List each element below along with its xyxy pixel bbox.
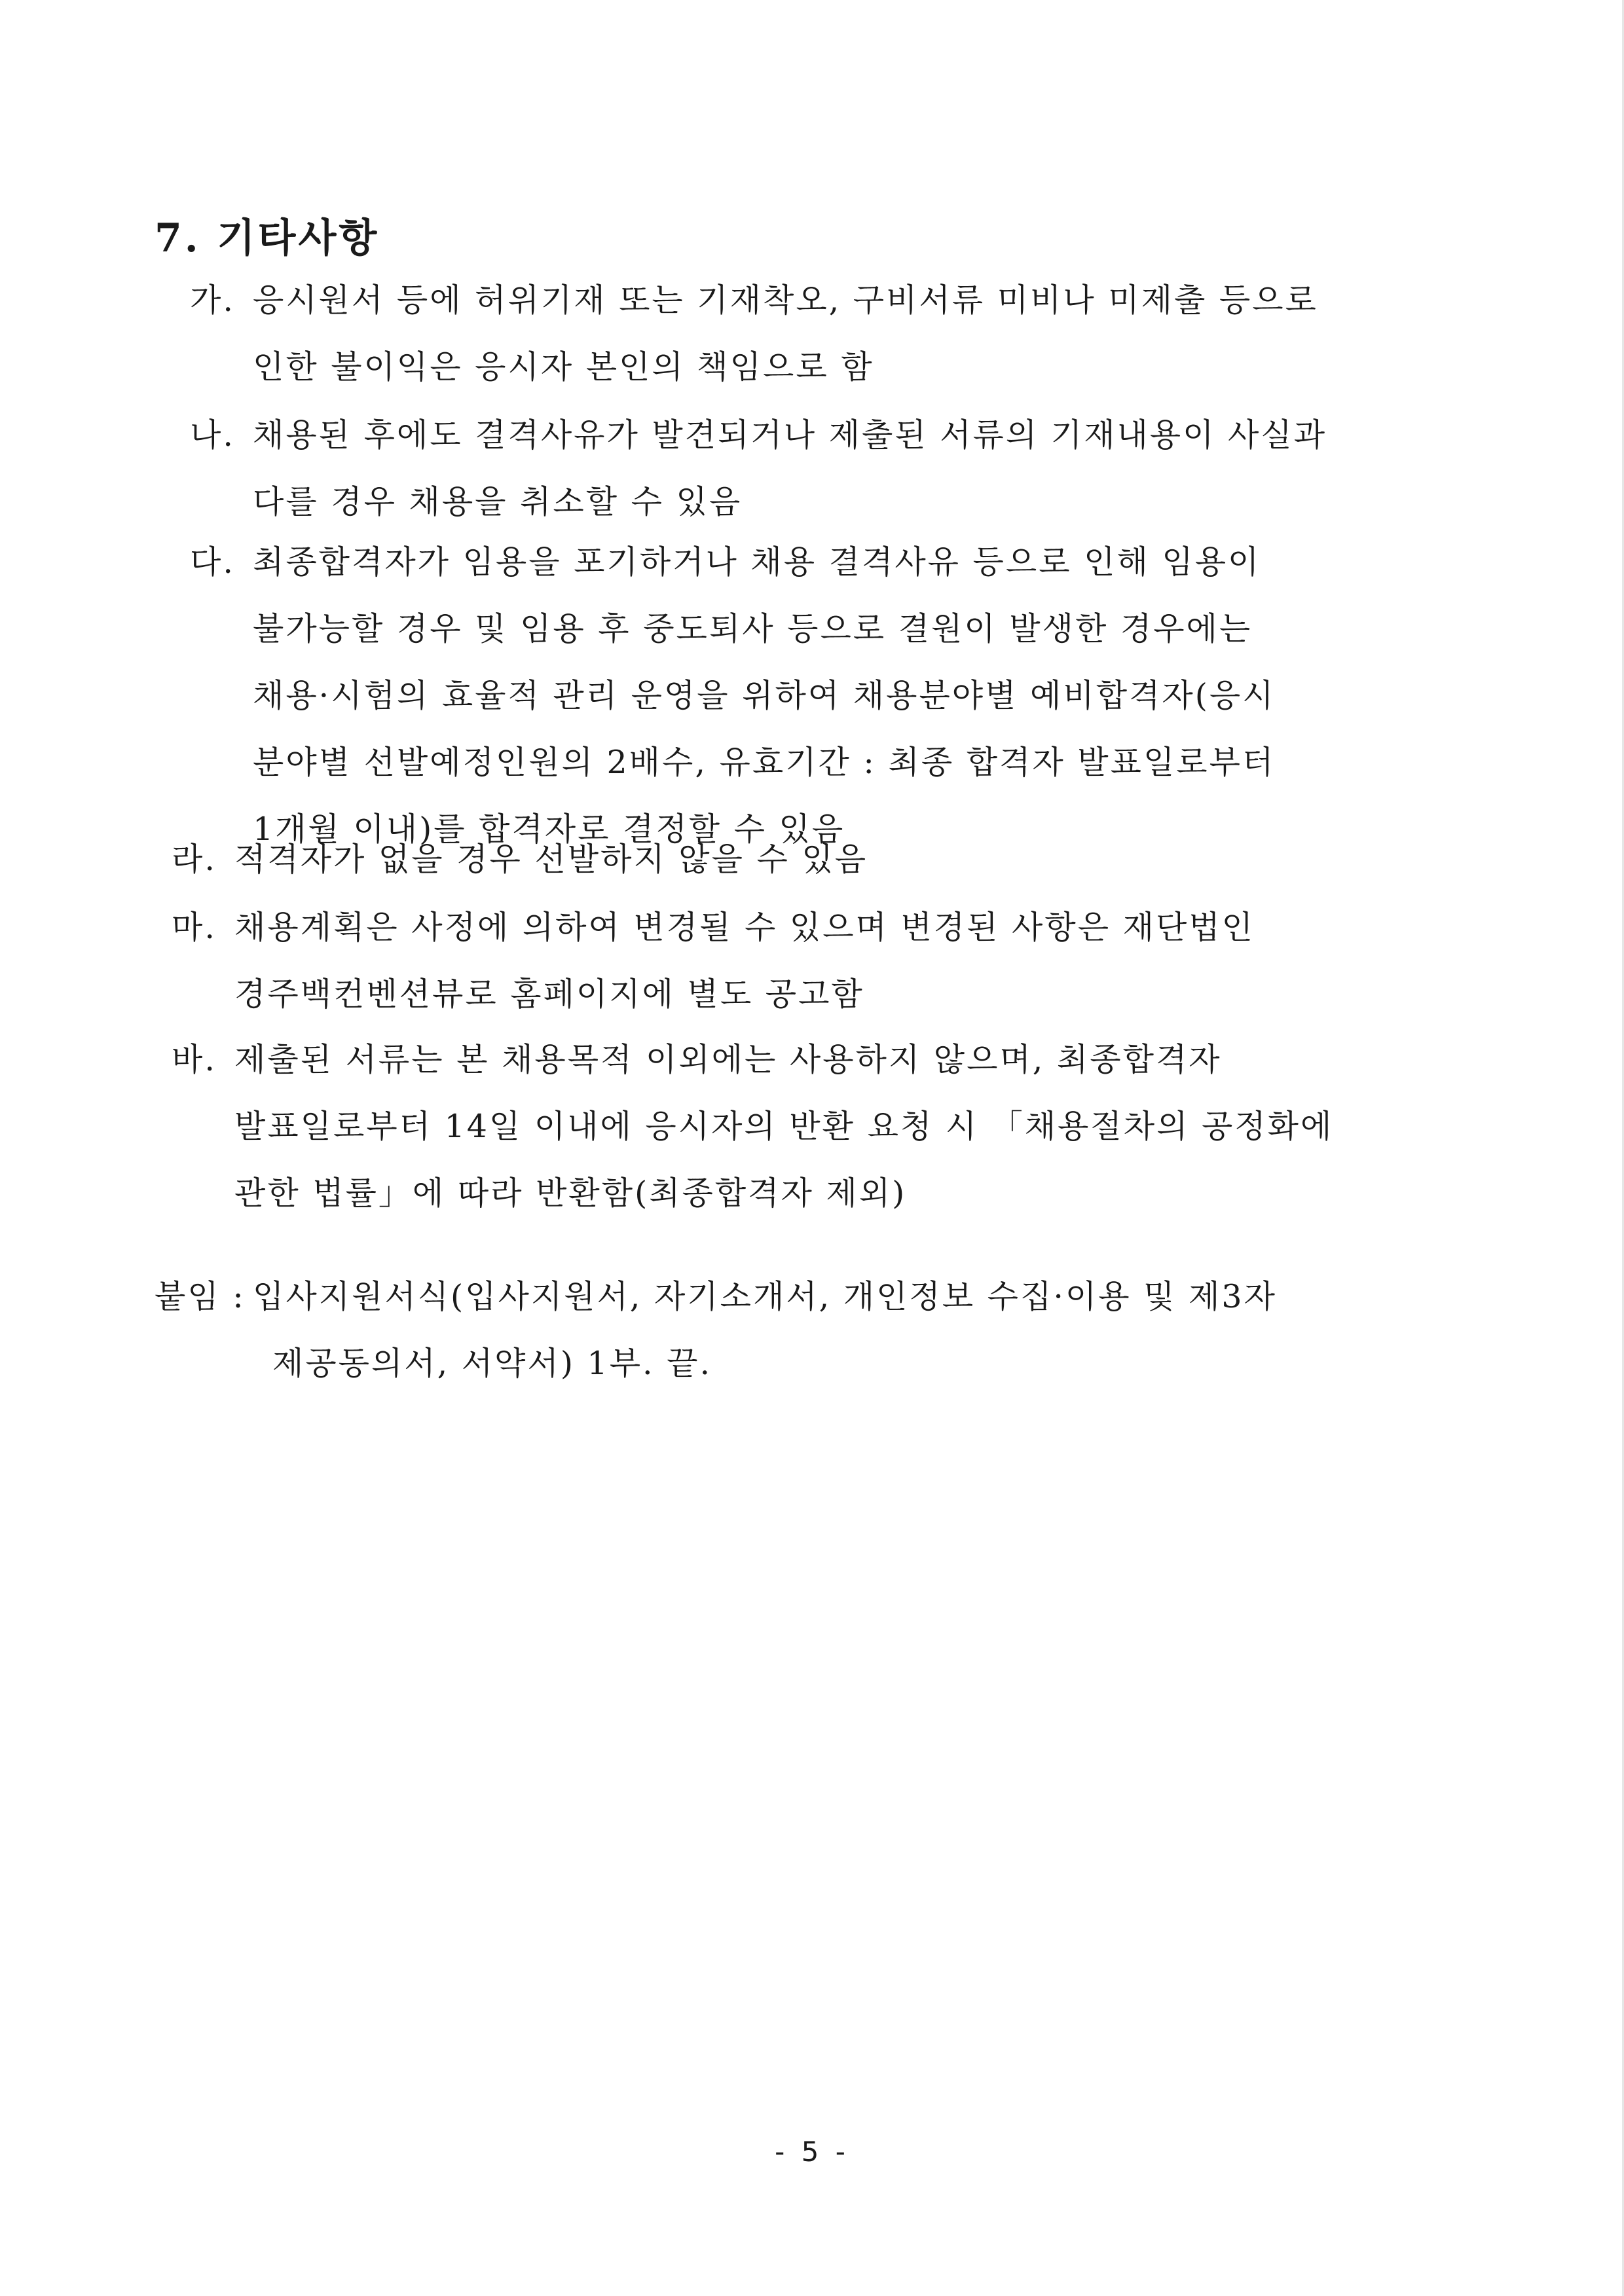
item-da xyxy=(190,529,1276,863)
item-ma xyxy=(172,894,1255,1028)
item-line: 채용된 후에도 결격사유가 발견되거나 제출된 서류의 기재내용이 사실과 xyxy=(253,416,1327,454)
attachment-marker: 붙임 : xyxy=(155,1278,246,1315)
item-marker: 라. xyxy=(172,841,217,878)
item-line: 제출된 서류는 본 채용목적 이외에는 사용하지 않으며, 최종합격자 xyxy=(234,1041,1222,1078)
item-line: 최종합격자가 임용을 포기하거나 채용 결격사유 등으로 인해 임용이 xyxy=(253,543,1261,581)
item-line: 다를 경우 채용을 취소할 수 있음 xyxy=(253,483,743,520)
item-line: 응시원서 등에 허위기재 또는 기재착오, 구비서류 미비나 미제출 등으로 xyxy=(253,282,1318,319)
item-line: 경주백컨벤션뷰로 홈페이지에 별도 공고함 xyxy=(234,975,864,1013)
item-line: 인한 불이익은 응시자 본인의 책임으로 함 xyxy=(253,348,874,386)
item-line: 발표일로부터 14일 이내에 응시자의 반환 요청 시 「채용절차의 공정화에 xyxy=(234,1108,1334,1145)
attachment-line: 제공동의서, 서약서) 1부. 끝. xyxy=(272,1345,712,1382)
item-line: 불가능할 경우 및 임용 후 중도퇴사 등으로 결원이 발생한 경우에는 xyxy=(253,610,1253,647)
item-line: 관한 법률」에 따라 반환함(최종합격자 제외) xyxy=(234,1175,907,1212)
item-ra xyxy=(172,826,868,893)
section-title: 7. 기타사항 xyxy=(155,215,380,261)
item-marker: 마. xyxy=(172,909,217,946)
item-marker: 가. xyxy=(190,282,235,319)
item-line: 채용계획은 사정에 의하여 변경될 수 있으며 변경된 사항은 재단법인 xyxy=(234,909,1255,946)
item-marker: 바. xyxy=(172,1041,217,1078)
item-marker: 다. xyxy=(190,543,235,581)
page-number: - 5 - xyxy=(775,2136,849,2168)
attachment-note xyxy=(155,1264,1277,1397)
item-ga xyxy=(190,267,1318,401)
item-na xyxy=(190,402,1327,536)
attachment-line: 입사지원서식(입사지원서, 자기소개서, 개인정보 수집·이용 및 제3자 xyxy=(253,1278,1277,1315)
item-marker: 나. xyxy=(190,416,235,454)
item-line: 분야별 선발예정인원의 2배수, 유효기간 : 최종 합격자 발표일로부터 xyxy=(253,744,1276,781)
item-line: 적격자가 없을 경우 선발하지 않을 수 있음 xyxy=(234,841,868,878)
item-ba xyxy=(172,1027,1333,1227)
item-line: 채용·시험의 효율적 관리 운영을 위하여 채용분야별 예비합격자(응시 xyxy=(253,677,1276,714)
item-line: 1개월 이내)를 합격자로 결정할 수 있음 xyxy=(253,811,845,848)
